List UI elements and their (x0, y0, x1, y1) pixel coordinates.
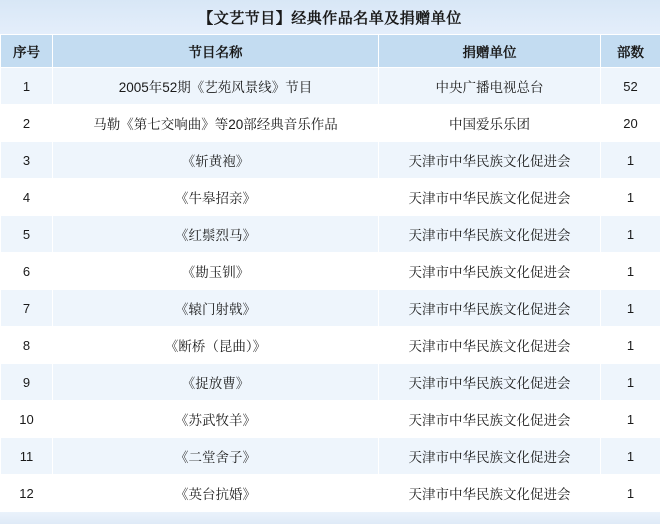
cell-index: 3 (1, 142, 53, 179)
cell-index: 7 (1, 290, 53, 327)
cell-index: 9 (1, 364, 53, 401)
table-row (1, 216, 660, 253)
cell-donor-org: 天津市中华民族文化促进会 (379, 253, 601, 290)
table-row (1, 253, 660, 290)
cell-quantity: 1 (601, 290, 660, 327)
cell-quantity: 1 (601, 401, 660, 438)
table-row (1, 68, 660, 105)
cell-quantity: 1 (601, 142, 660, 179)
cell-program-name: 《断桥（昆曲）》 (53, 327, 379, 364)
table-row (1, 475, 660, 512)
cell-index: 6 (1, 253, 53, 290)
cell-index: 2 (1, 105, 53, 142)
cell-program-name: 马勒《第七交响曲》等20部经典音乐作品 (53, 105, 379, 142)
cell-donor-org: 天津市中华民族文化促进会 (379, 475, 601, 512)
cell-donor-org: 中国爱乐乐团 (379, 105, 601, 142)
cell-donor-org: 天津市中华民族文化促进会 (379, 142, 601, 179)
cell-donor-org: 天津市中华民族文化促进会 (379, 327, 601, 364)
page-bottom-margin (0, 512, 660, 524)
cell-program-name: 《二堂舍子》 (53, 438, 379, 475)
cell-program-name: 2005年52期《艺苑风景线》节目 (53, 68, 379, 105)
cell-quantity: 1 (601, 253, 660, 290)
table-row (1, 364, 660, 401)
table-row (1, 401, 660, 438)
table-header-row (1, 35, 660, 68)
cell-index: 10 (1, 401, 53, 438)
table-header (1, 35, 660, 68)
column-header-quantity: 部数 (601, 35, 660, 68)
cell-index: 4 (1, 179, 53, 216)
cell-quantity: 1 (601, 475, 660, 512)
cell-program-name: 《斩黄袍》 (53, 142, 379, 179)
cell-program-name: 《牛皋招亲》 (53, 179, 379, 216)
cell-index: 8 (1, 327, 53, 364)
cell-index: 11 (1, 438, 53, 475)
cell-index: 1 (1, 68, 53, 105)
column-header-donor-org: 捐赠单位 (379, 35, 601, 68)
table-row (1, 290, 660, 327)
cell-program-name: 《英台抗婚》 (53, 475, 379, 512)
cell-quantity: 1 (601, 179, 660, 216)
cell-quantity: 1 (601, 216, 660, 253)
page-title: 【文艺节目】经典作品名单及捐赠单位 (198, 7, 462, 28)
table-row (1, 179, 660, 216)
cell-program-name: 《苏武牧羊》 (53, 401, 379, 438)
cell-program-name: 《辕门射戟》 (53, 290, 379, 327)
table-row (1, 438, 660, 475)
cell-donor-org: 天津市中华民族文化促进会 (379, 438, 601, 475)
table-row (1, 142, 660, 179)
cell-program-name: 《红鬃烈马》 (53, 216, 379, 253)
cell-quantity: 1 (601, 438, 660, 475)
cell-donor-org: 中央广播电视总台 (379, 68, 601, 105)
cell-donor-org: 天津市中华民族文化促进会 (379, 364, 601, 401)
cell-quantity: 1 (601, 364, 660, 401)
column-header-program-name: 节目名称 (53, 35, 379, 68)
program-donation-table (0, 34, 660, 512)
document-title-bar (0, 0, 660, 34)
cell-program-name: 《捉放曹》 (53, 364, 379, 401)
table-body (1, 68, 660, 512)
cell-quantity: 1 (601, 327, 660, 364)
cell-donor-org: 天津市中华民族文化促进会 (379, 290, 601, 327)
cell-donor-org: 天津市中华民族文化促进会 (379, 179, 601, 216)
cell-donor-org: 天津市中华民族文化促进会 (379, 401, 601, 438)
table-row (1, 327, 660, 364)
table-row (1, 105, 660, 142)
cell-program-name: 《勘玉钏》 (53, 253, 379, 290)
cell-quantity: 20 (601, 105, 660, 142)
cell-index: 5 (1, 216, 53, 253)
cell-donor-org: 天津市中华民族文化促进会 (379, 216, 601, 253)
column-header-index: 序号 (1, 35, 53, 68)
cell-index: 12 (1, 475, 53, 512)
cell-quantity: 52 (601, 68, 660, 105)
